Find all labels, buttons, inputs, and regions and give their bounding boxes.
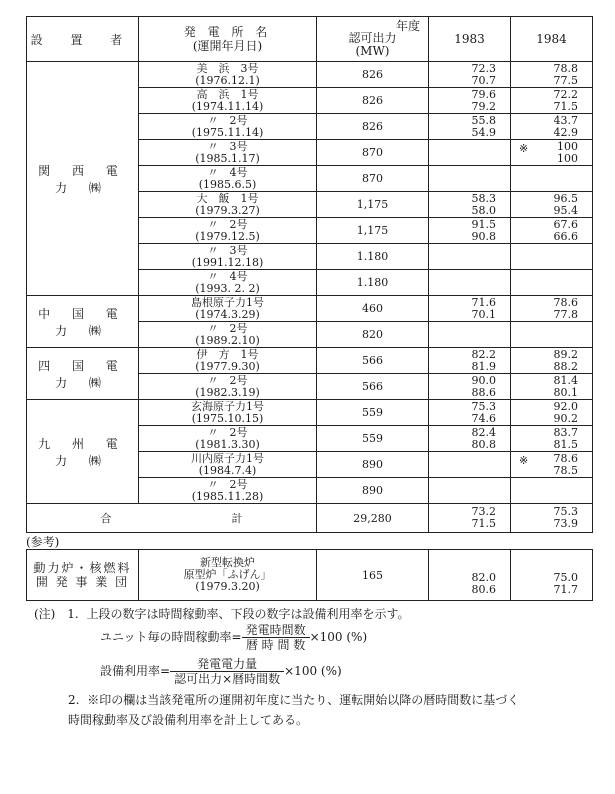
station-cell [139,322,317,348]
rate-1984-cell [511,452,593,478]
notes-prefix: (注) [34,607,56,621]
station-start-date: (1981.3.30) [195,437,260,451]
reference-rate-1983-upper: 82.0 [471,571,496,584]
rate-1983-cell [429,88,511,114]
reference-operator-line2: 開 発 事 業 団 [35,575,130,589]
first-year-mark: ※ [519,454,529,467]
rate-1983-cell [429,192,511,218]
total-rate-1983-upper: 73.2 [471,505,496,518]
rate-1983-lower: 90.8 [471,229,496,243]
rate-1984-cell [511,192,593,218]
rate-1983-cell [429,140,511,166]
rate-1983-cell [429,400,511,426]
rate-1984-lower: 100 [557,151,578,165]
rate-1983-cell [429,114,511,140]
header-station-date: (運開年月日) [192,39,263,53]
total-rate-1983-lower: 71.5 [471,517,496,530]
header-year-1984: 1984 [511,17,593,62]
station-cell [139,426,317,452]
formula-1-tail: ×100 (%) [309,630,368,644]
table-row [27,62,593,88]
rate-1983-lower: 80.8 [471,437,496,451]
rate-1983-lower: 81.9 [471,359,496,373]
formula-2-tail: ×100 (%) [284,664,342,678]
station-name: 〃 3号 [207,243,248,257]
station-cell [139,244,317,270]
capacity-cell: 1.180 [317,244,429,270]
station-start-date: (1975.10.15) [191,411,264,425]
rate-1984-upper: 92.0 [553,399,578,413]
rate-1984-upper: 83.7 [553,425,578,439]
capacity-cell: 890 [317,478,429,504]
rate-1983-lower: 70.1 [471,307,496,321]
formula-operating-rate [100,623,367,652]
note-1-text: 上段の数字は時間稼動率、下段の数字は設備利用率を示す。 [86,607,410,621]
station-name: 〃 2号 [207,113,248,127]
rate-1983-cell [429,218,511,244]
rate-1983-cell [429,452,511,478]
rate-1984-cell [511,322,593,348]
rate-1983-cell [429,244,511,270]
rate-1984-upper: 78.6 [553,295,578,309]
rate-1983-cell [429,166,511,192]
capacity-cell: 559 [317,400,429,426]
rate-1984-lower: 90.2 [553,411,578,425]
rate-1983-cell [429,374,511,400]
total-rate-1984-lower: 73.9 [553,517,578,530]
station-cell [139,192,317,218]
reference-rate-1983-lower: 80.6 [471,583,496,596]
rate-1983-cell [429,322,511,348]
station-cell [139,400,317,426]
station-start-date: (1974.11.14) [191,99,264,113]
note-2 [68,690,519,710]
capacity-cell: 826 [317,62,429,88]
total-label-left: 合 [100,512,112,525]
table-row [27,348,593,374]
capacity-cell: 559 [317,426,429,452]
rate-1984-upper: 96.5 [553,191,578,205]
formula-1-label: ユニット毎の時間稼動率= [100,630,242,644]
note-2-text-line2: 時間稼動率及び設備利用率を計上してある。 [68,713,309,727]
rate-1984-cell [511,140,593,166]
reference-station-line1: 新型転換炉 [200,556,255,569]
station-cell [139,62,317,88]
rate-1983-upper: 72.3 [471,61,496,75]
note-2-text-line1: ※印の欄は当該発電所の運開初年度に当たり、運転開始以降の暦時間数に基づく [87,693,520,707]
reference-station [139,550,317,601]
station-name: 〃 2号 [207,321,248,335]
total-rate-1984 [511,504,593,533]
rate-1983-cell [429,478,511,504]
formula-2-fraction [170,657,284,686]
operator-cell: 関 西 電 力 ㈱ [27,62,139,296]
station-name: 〃 2号 [207,425,248,439]
total-rate-1984-upper: 75.3 [553,505,578,518]
rate-1983-lower: 54.9 [471,125,496,139]
rate-1983-cell [429,62,511,88]
reference-rate-1984-upper: 75.0 [553,571,578,584]
rate-1984-lower: 95.4 [553,203,578,217]
operator-cell: 四 国 電 力 ㈱ [27,348,139,400]
rate-1984-upper: 72.2 [553,87,578,101]
station-start-date: (1993. 2. 2) [195,281,260,295]
formula-1-numerator: 発電時間数 [242,623,310,638]
first-year-mark: ※ [519,142,529,155]
rate-1984-lower: 42.9 [553,125,578,139]
station-cell [139,270,317,296]
rate-1984-cell [511,166,593,192]
capacity-cell: 870 [317,140,429,166]
rate-1983-lower: 79.2 [471,99,496,113]
note-1 [34,604,410,624]
formula-capacity-factor [100,657,342,686]
header-year-1983: 1983 [429,17,511,62]
table-row [27,296,593,322]
rate-1983-upper: 82.4 [471,425,496,439]
header-capacity-unit: (MW) [355,44,390,58]
total-capacity: 29,280 [317,504,429,533]
rate-1983-lower: 70.7 [471,73,496,87]
rate-1984-lower: 66.6 [553,229,578,243]
station-cell [139,166,317,192]
rate-1983-cell [429,348,511,374]
capacity-cell: 820 [317,322,429,348]
rate-1984-lower: 80.1 [553,385,578,399]
rate-1984-upper: 81.4 [553,373,578,387]
note-2-continued [68,710,308,730]
station-name: 〃 2号 [207,217,248,231]
rate-1984-upper: 67.6 [553,217,578,231]
rate-1984-lower: 78.5 [553,463,578,477]
station-cell [139,452,317,478]
station-name: 〃 4号 [207,269,248,283]
reference-row [27,550,593,601]
station-start-date: (1977.9.30) [195,359,260,373]
station-start-date: (1984.7.4) [198,463,257,477]
rate-1984-cell [511,244,593,270]
capacity-cell: 826 [317,114,429,140]
rate-1983-lower: 74.6 [471,411,496,425]
capacity-cell: 566 [317,348,429,374]
rate-1984-lower: 88.2 [553,359,578,373]
rate-1983-upper: 79.6 [471,87,496,101]
total-label-right: 計 [231,512,243,525]
rate-1983-cell [429,426,511,452]
station-start-date: (1976.12.1) [195,73,260,87]
station-name: 玄海原子力1号 [191,399,264,413]
plant-table [26,16,593,533]
capacity-cell: 460 [317,296,429,322]
rate-1983-upper: 71.6 [471,295,496,309]
station-cell [139,140,317,166]
station-start-date: (1985.1.17) [195,151,260,165]
header-capacity-label: 認可出力 [348,31,397,45]
rate-1984-upper: 78.8 [553,61,578,75]
header-station [139,17,317,62]
rate-1984-cell [511,296,593,322]
rate-1984-cell [511,270,593,296]
station-cell [139,296,317,322]
capacity-cell: 1.180 [317,270,429,296]
rate-1983-upper: 91.5 [471,217,496,231]
table-row [27,400,593,426]
station-cell [139,218,317,244]
rate-1983-upper: 58.3 [471,191,496,205]
station-name: 島根原子力1号 [191,295,264,309]
rate-1983-upper: 75.3 [471,399,496,413]
station-name: 〃 3号 [207,139,248,153]
reference-station-line3: (1979.3.20) [195,580,260,593]
rate-1984-cell [511,426,593,452]
reference-operator [27,550,139,601]
formula-2-numerator: 発電電力量 [170,657,284,672]
station-cell [139,88,317,114]
capacity-cell: 890 [317,452,429,478]
note-2-number: 2. [68,693,80,707]
rate-1983-upper: 90.0 [471,373,496,387]
capacity-cell: 566 [317,374,429,400]
station-start-date: (1985.6.5) [198,177,257,191]
rate-1983-cell [429,270,511,296]
reference-label: (参考) [26,535,60,549]
station-name: 伊 方 1号 [196,347,259,361]
rate-1984-cell [511,218,593,244]
rate-1984-lower: 81.5 [553,437,578,451]
station-name: 川内原子力1号 [191,451,264,465]
rate-1983-upper: 55.8 [471,113,496,127]
operator-cell: 九 州 電 力 ㈱ [27,400,139,504]
reference-rate-1983 [429,550,511,601]
rate-1983-lower: 58.0 [471,203,496,217]
station-start-date: (1985.11.28) [191,489,264,503]
rate-1984-cell [511,374,593,400]
formula-2-label: 設備利用率= [100,664,171,678]
total-rate-1983 [429,504,511,533]
station-cell [139,374,317,400]
formula-1-fraction [242,623,310,652]
rate-1983-lower: 88.6 [471,385,496,399]
reference-table [26,549,593,601]
station-name: 高 浜 1号 [196,87,259,101]
rate-1984-cell [511,114,593,140]
total-row [27,504,593,533]
formula-1-denominator: 暦 時 間 数 [245,638,306,652]
reference-rate-1984-lower: 71.7 [553,583,578,596]
station-name: 美 浜 3号 [196,61,259,75]
station-cell [139,114,317,140]
reference-rate-1984 [511,550,593,601]
reference-station-line2: 原型炉「ふげん」 [183,568,272,581]
station-start-date: (1989.2.10) [195,333,260,347]
station-start-date: (1991.12.18) [191,255,264,269]
station-start-date: (1982.3.19) [195,385,260,399]
station-cell [139,348,317,374]
rate-1984-cell [511,88,593,114]
rate-1984-lower: 77.8 [553,307,578,321]
formula-2-denominator: 認可出力×暦時間数 [174,672,281,686]
rate-1984-lower: 71.5 [553,99,578,113]
header-station-name: 発 電 所 名 [183,25,272,39]
station-start-date: (1979.3.27) [195,203,260,217]
rate-1984-upper: 78.6 [553,451,578,465]
rate-1984-upper: 43.7 [553,113,578,127]
capacity-cell: 1,175 [317,218,429,244]
rate-1984-cell [511,62,593,88]
rate-1984-cell [511,348,593,374]
reference-operator-line1: 動力炉・核燃料 [33,561,132,575]
total-label [27,504,317,533]
header-year-label: 年度 [395,19,420,33]
station-cell [139,478,317,504]
station-name: 〃 2号 [207,373,248,387]
rate-1983-cell [429,296,511,322]
operator-cell: 中 国 電 力 ㈱ [27,296,139,348]
table-header-row [27,17,593,62]
station-start-date: (1979.12.5) [195,229,260,243]
station-name: 大 飯 1号 [196,191,259,205]
capacity-cell: 1,175 [317,192,429,218]
station-name: 〃 4号 [207,165,248,179]
rate-1984-cell [511,400,593,426]
station-name: 〃 2号 [207,477,248,491]
header-operator: 設 置 者 [27,17,139,62]
station-start-date: (1975.11.14) [191,125,264,139]
capacity-cell: 826 [317,88,429,114]
rate-1984-upper: 100 [557,139,578,153]
rate-1984-upper: 89.2 [553,347,578,361]
reference-capacity: 165 [317,550,429,601]
rate-1984-lower: 77.5 [553,73,578,87]
rate-1983-upper: 82.2 [471,347,496,361]
header-capacity [317,17,429,62]
capacity-cell: 870 [317,166,429,192]
rate-1984-cell [511,478,593,504]
station-start-date: (1974.3.29) [195,307,260,321]
note-1-number: 1. [67,607,79,621]
